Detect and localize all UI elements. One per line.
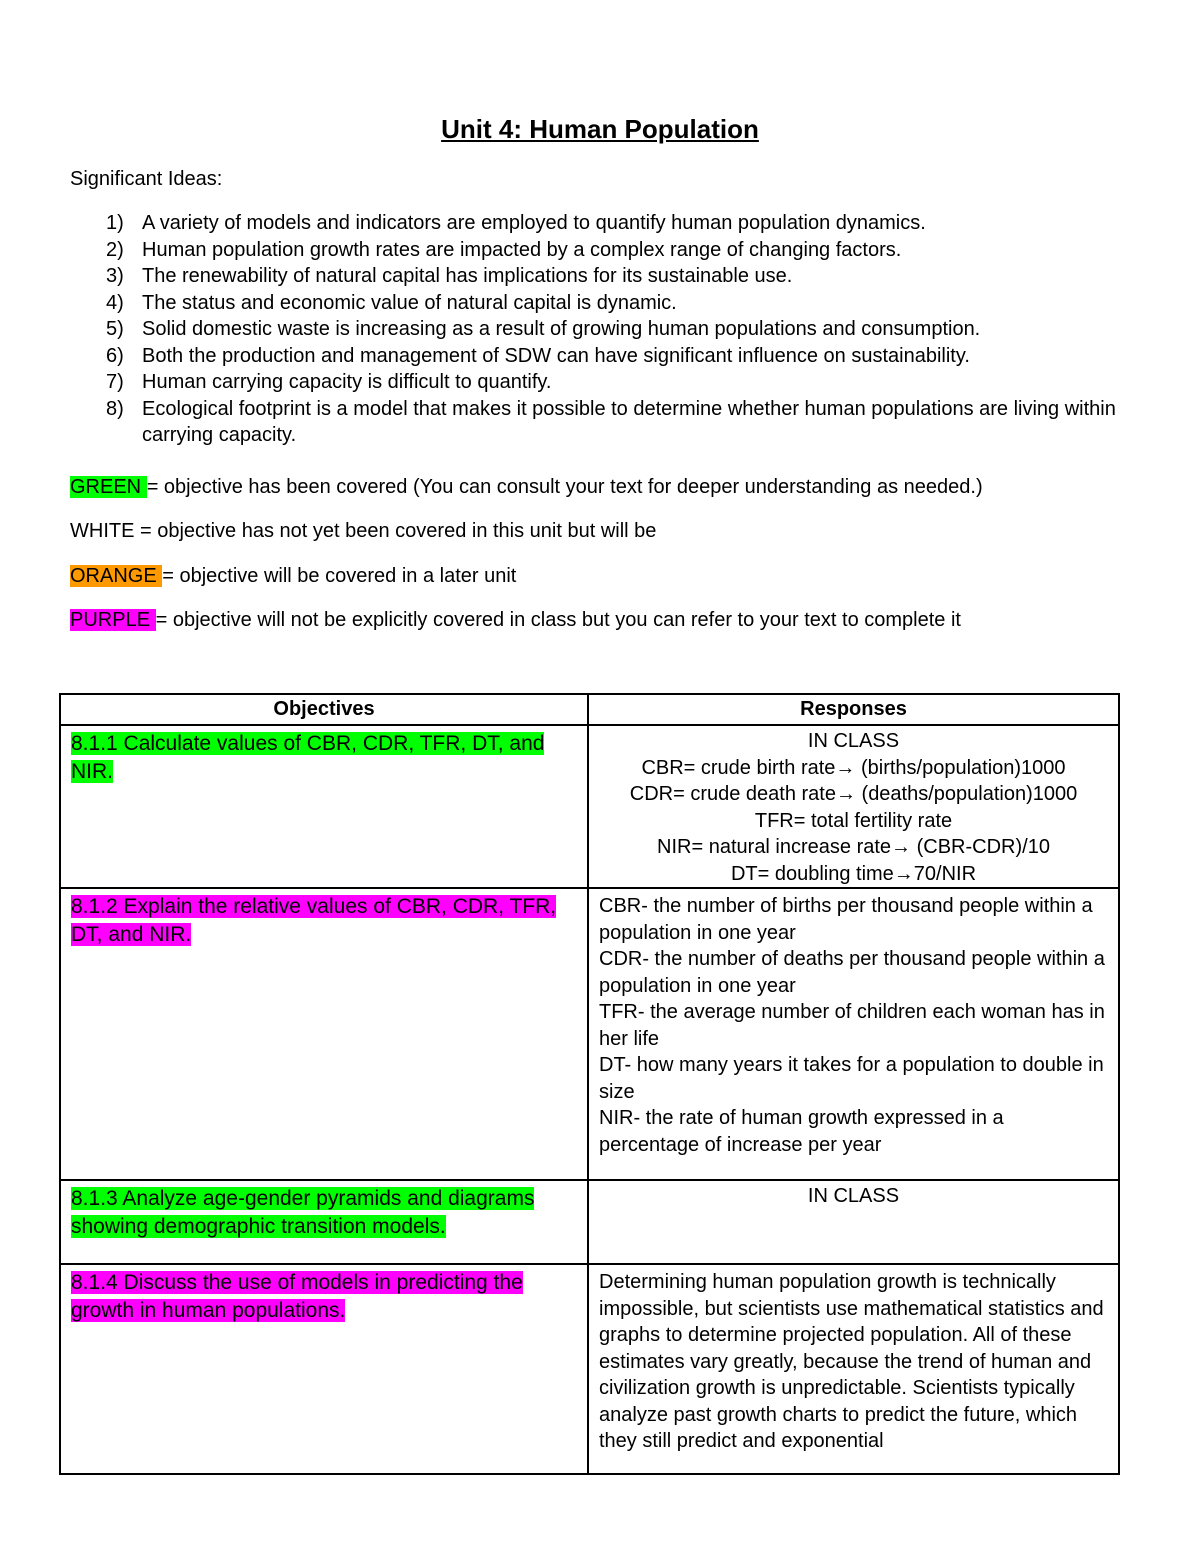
legend-green-label: GREEN xyxy=(70,476,147,498)
response-line: IN CLASS xyxy=(807,1185,900,1207)
response-line: CBR- the number of births per thousand people within a population in one year xyxy=(599,895,1093,944)
page-title: Unit 4: Human Population xyxy=(441,114,759,144)
legend-orange xyxy=(70,565,516,588)
objective-cell xyxy=(60,1180,588,1264)
list-item: 1) A variety of models and indicators are employed to quantify human population dynamics. xyxy=(106,212,926,234)
list-item: 7) Human carrying capacity is difficult to quantify. xyxy=(106,371,552,393)
response-cell xyxy=(588,888,1119,1180)
legend-white xyxy=(70,520,656,543)
response-line: CDR= crude death rate→ (deaths/population)1000 xyxy=(629,783,1078,805)
response-cell xyxy=(588,725,1119,888)
legend-orange-text: = objective will be covered in a later unit xyxy=(162,565,517,587)
list-item: 2) Human population growth rates are impacted by a complex range of changing factors. xyxy=(106,238,902,261)
response-line: CBR= crude birth rate→ (births/population)1000 xyxy=(641,756,1066,779)
objective-cell xyxy=(60,888,588,1180)
table-row xyxy=(60,888,1119,1180)
list-item: 4) The status and economic value of natural capital is dynamic. xyxy=(106,291,677,314)
response-line: NIR- the rate of human growth expressed in a percentage of increase per year xyxy=(599,1107,1004,1156)
list-item: 8) Ecological footprint is a model that makes it possible to determine whether human populations are living within carrying capacity. xyxy=(106,397,1116,446)
response-line: TFR- the average number of children each woman has in her life xyxy=(599,1001,1105,1050)
objective-text: 8.1.1 Calculate values of CBR, CDR, TFR, DT, and NIR. xyxy=(71,732,545,783)
response-line: CDR- the number of deaths per thousand people within a population in one year xyxy=(599,948,1105,997)
legend-white-text: = objective has not yet been covered in this unit but will be xyxy=(134,520,657,542)
response-line: TFR= total fertility rate xyxy=(754,809,953,832)
objective-text: 8.1.3 Analyze age-gender pyramids and diagrams showing demographic transition models. xyxy=(71,1187,535,1238)
response-line: DT= doubling time→70/NIR xyxy=(730,862,977,885)
objective-text: 8.1.2 Explain the relative values of CBR, CDR, TFR, DT, and NIR. xyxy=(71,895,557,946)
legend-white-label: WHITE xyxy=(70,520,135,542)
list-item: 5) Solid domestic waste is increasing as a result of growing human populations and consumption. xyxy=(106,318,981,340)
legend-green-text: = objective has been covered (You can consult your text for deeper understanding as needed.) xyxy=(146,476,983,498)
table-row xyxy=(60,1264,1119,1474)
list-item: 3) The renewability of natural capital has implications for its sustainable use. xyxy=(106,265,793,287)
list-item: 6) Both the production and management of SDW can have significant influence on sustainability. xyxy=(106,344,970,367)
legend-orange-label: ORANGE xyxy=(70,565,163,587)
responses-header: Responses xyxy=(588,694,1119,725)
objective-cell xyxy=(60,1264,588,1474)
table-header-row xyxy=(60,694,1119,725)
response-line: Determining human population growth is technically impossible, but scientists use mathematical statistics and graphs to determine projected population. All of these estimates vary greatly, because the trend of human and civilization growth is unpredictable. Scientists typically analyze past growth charts to predict the future, which they still predict and exponential xyxy=(599,1271,1104,1452)
table-row xyxy=(60,725,1119,888)
objective-text: 8.1.4 Discuss the use of models in predicting the growth in human populations. xyxy=(71,1271,523,1322)
objective-cell xyxy=(60,725,588,888)
significant-ideas-list xyxy=(70,210,1140,449)
response-cell xyxy=(588,1264,1119,1474)
objectives-header: Objectives xyxy=(60,694,588,725)
response-line: NIR= natural increase rate→ (CBR-CDR)/10 xyxy=(657,836,1050,858)
legend-purple-label: PURPLE xyxy=(70,609,156,631)
response-line: DT- how many years it takes for a population to double in size xyxy=(599,1054,1104,1103)
legend-purple-text: = objective will not be explicitly covered in class but you can refer to your text to complete it xyxy=(155,609,961,631)
significant-ideas-heading: Significant Ideas: xyxy=(70,168,223,190)
legend-purple xyxy=(70,609,961,632)
legend-green xyxy=(70,476,983,499)
response-cell xyxy=(588,1180,1119,1264)
response-line: IN CLASS xyxy=(807,730,900,752)
objectives-table xyxy=(59,693,1120,1475)
table-row xyxy=(60,1180,1119,1264)
